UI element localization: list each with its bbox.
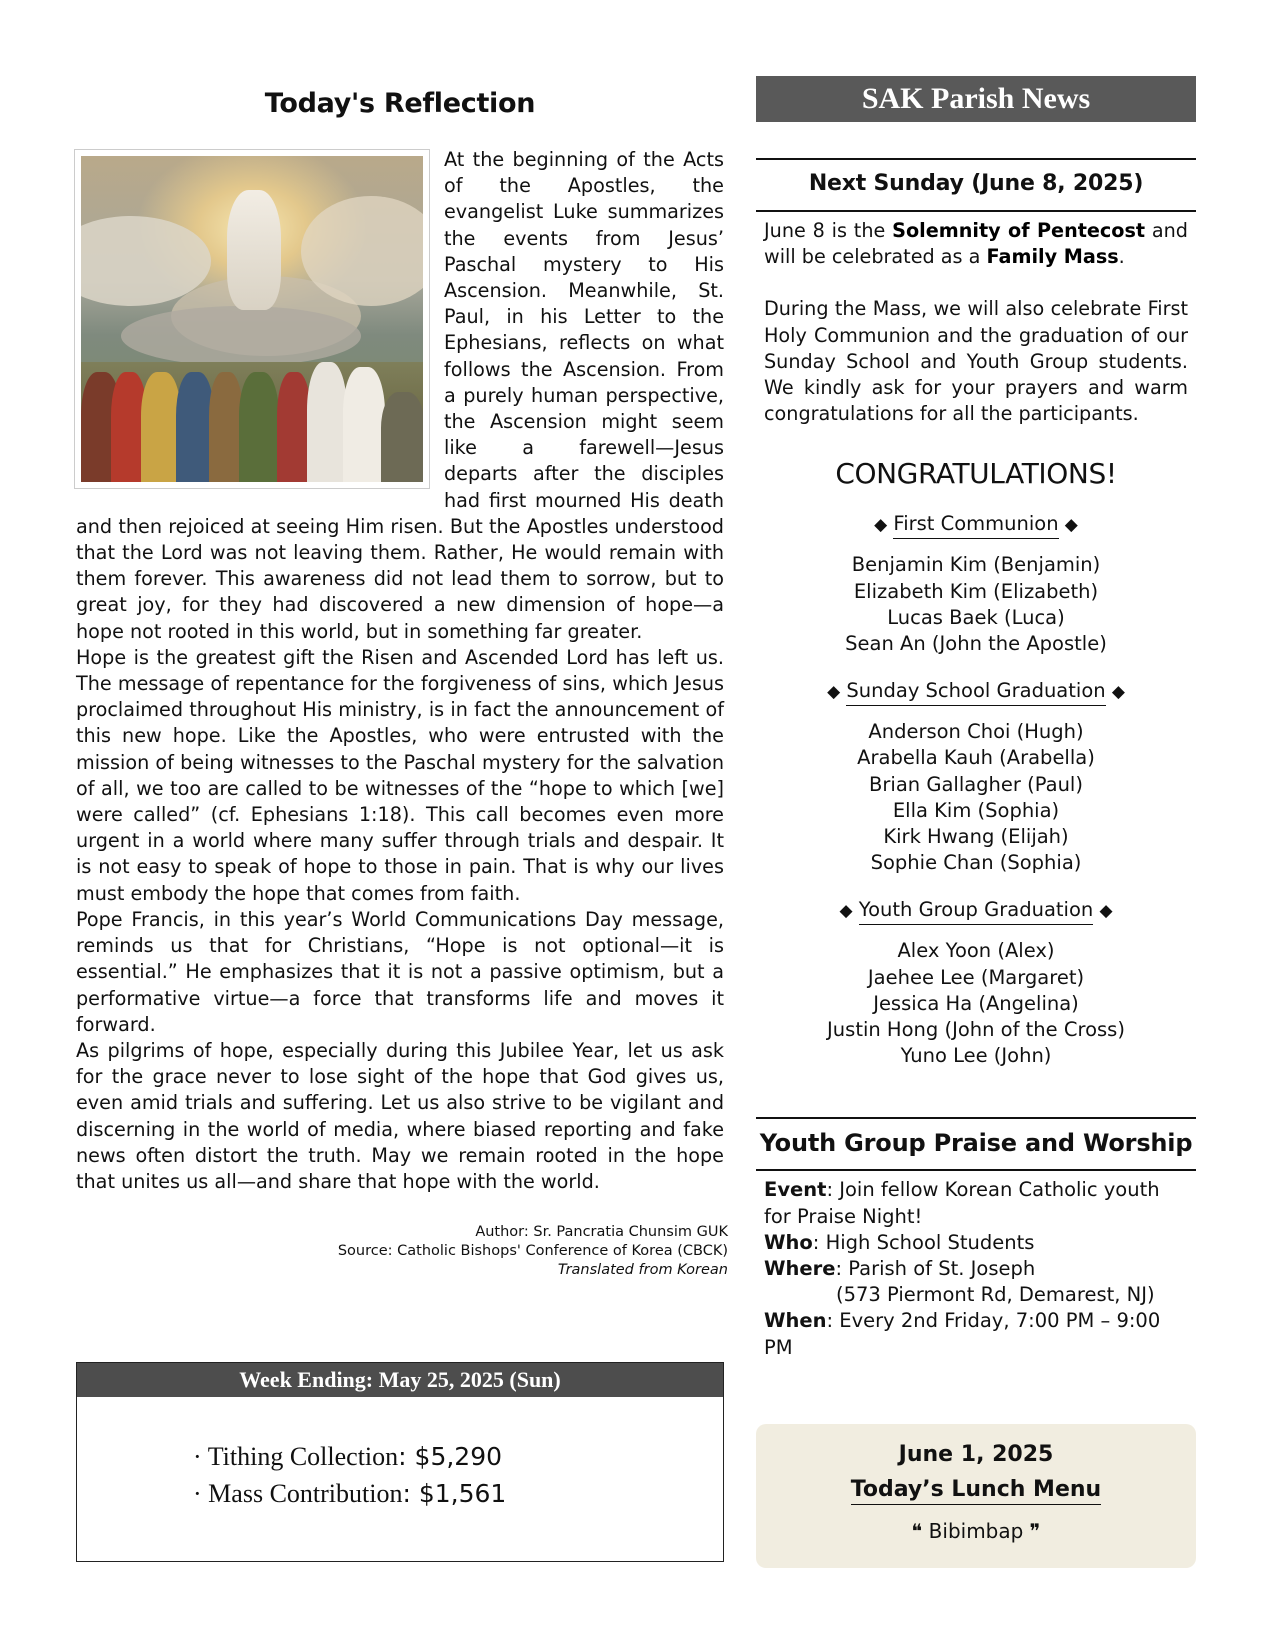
group-title: ◆ Sunday School Graduation ◆	[827, 679, 1125, 702]
reflection-credits	[76, 1223, 728, 1280]
parish-news-column	[756, 76, 1196, 1361]
youth-group-graduation-group	[756, 898, 1196, 1069]
list-item: Jessica Ha (Angelina)	[873, 991, 1079, 1015]
lunch-menu-box	[756, 1424, 1196, 1568]
list-item: Brian Gallagher (Paul)	[869, 772, 1083, 796]
who-line: Who: High School Students	[764, 1230, 1035, 1254]
reflection-paragraph-4: As pilgrims of hope, especially during this Jubilee Year, let us ask for the grace never to lose sight of the hope that God gives us, even amid trials and suffering. Let us also strive to be vigilant and discerning in the world of media, where biased reporting and fake news often distort the truth. May we remain rooted in the hope that unites us all—and share that hope with the world.	[76, 1038, 724, 1193]
list-item: Ella Kim (Sophia)	[892, 798, 1060, 822]
list-item: Anderson Choi (Hugh)	[868, 720, 1084, 744]
next-sunday-body	[756, 212, 1196, 427]
first-communion-group	[756, 512, 1196, 657]
collection-amount: : $1,561	[402, 1479, 507, 1508]
collection-item: · Mass Contribution: $1,561	[193, 1479, 507, 1508]
collection-label: Tithing Collection	[207, 1442, 399, 1471]
collection-label: Mass Contribution	[208, 1479, 403, 1508]
lunch-dish: ❝ Bibimbap ❞	[911, 1519, 1041, 1543]
family-mass-emphasis: Family Mass	[986, 245, 1119, 269]
week-ending-title: Week Ending: May 25, 2025 (Sun)	[77, 1363, 723, 1397]
diamond-icon: ◆	[1064, 515, 1078, 536]
name-list	[756, 938, 1196, 1069]
list-item: Kirk Hwang (Elijah)	[883, 825, 1069, 849]
source-line: Source: Catholic Bishops' Conference of Korea (CBCK)	[337, 1243, 728, 1260]
list-item: Jaehee Lee (Margaret)	[867, 965, 1085, 989]
reflection-column	[76, 88, 728, 1280]
list-item: Lucas Baek (Luca)	[887, 605, 1065, 629]
diamond-icon: ◆	[1099, 901, 1113, 922]
diamond-icon: ◆	[839, 901, 853, 922]
diamond-icon: ◆	[874, 515, 888, 536]
collection-amount: : $5,290	[398, 1442, 503, 1471]
next-sunday-paragraph-2: During the Mass, we will also celebrate First Holy Communion and the graduation of our Sunday School and Youth Group students. We kindly ask for your prayers and warm congratulations for all the participants.	[764, 297, 1188, 426]
reflection-title: Today's Reflection	[264, 88, 536, 119]
when-line: When: Every 2nd Friday, 7:00 PM – 9:00 PM	[764, 1309, 1161, 1359]
sunday-school-group	[756, 679, 1196, 876]
name-list	[756, 552, 1196, 657]
list-item: Arabella Kauh (Arabella)	[857, 746, 1095, 770]
event-line: Event: Join fellow Korean Catholic youth for Praise Night!	[764, 1178, 1160, 1228]
group-title: ◆ First Communion ◆	[874, 512, 1078, 535]
group-title: ◆ Youth Group Graduation ◆	[839, 898, 1112, 921]
list-item: Sean An (John the Apostle)	[845, 632, 1107, 656]
weekly-collection-box	[76, 1362, 724, 1562]
diamond-icon: ◆	[1111, 682, 1125, 703]
list-item: Yuno Lee (John)	[900, 1044, 1052, 1068]
name-list	[756, 719, 1196, 876]
parish-news-masthead: SAK Parish News	[756, 76, 1196, 122]
congratulations-heading: CONGRATULATIONS!	[835, 457, 1117, 491]
reflection-paragraph-1: At the beginning of the Acts of the Apostles, the evangelist Luke summarizes the events from Jesus’ Paschal mystery to His Ascension. Meanwhile, St. Paul, in his Letter to the Ephesians, reflects on what follows the Ascension. From a purely human perspective, the Ascension might seem like a farewell—Jesus departs after the disciples had first mourned His death and then rejoiced at seeing Him risen. But the Apostles understood that the Lord was not leaving them. Rather, He would remain with them forever. This awareness did not lead them to sorrow, but to great joy, for they had discovered a new dimension of hope—a hope not rooted in this world, but in something far greater.	[76, 148, 724, 643]
address-line: (573 Piermont Rd, Demarest, NJ)	[836, 1283, 1155, 1307]
youth-praise-heading: Youth Group Praise and Worship	[756, 1117, 1196, 1171]
painting-canvas	[81, 156, 423, 482]
diamond-icon: ◆	[827, 682, 841, 703]
list-item: Alex Yoon (Alex)	[897, 939, 1055, 963]
list-item: Sophie Chan (Sophia)	[870, 851, 1082, 875]
youth-praise-details	[756, 1171, 1196, 1360]
where-line: Where: Parish of St. Joseph	[764, 1257, 1036, 1281]
collection-list	[193, 1438, 506, 1512]
list-item: Elizabeth Kim (Elizabeth)	[853, 579, 1099, 603]
lunch-date: June 1, 2025	[898, 1442, 1054, 1467]
author-line: Author: Sr. Pancratia Chunsim GUK	[475, 1224, 728, 1241]
ascension-painting	[74, 149, 430, 489]
next-sunday-heading: Next Sunday (June 8, 2025)	[756, 158, 1196, 212]
reflection-paragraph-2: Hope is the greatest gift the Risen and Ascended Lord has left us. The message of repentance for the forgiveness of sins, which Jesus proclaimed throughout His ministry, is in fact the announcement of this new hope. Like the Apostles, who were entrusted with the mission of being witnesses to the Paschal mystery for the salvation of all, we too are called to be witnesses of the “hope to which [we] were called” (cf. Ephesians 1:18). This call becomes even more urgent in a world where many suffer through trials and despair. It is not easy to speak of hope to those in pain. That is why our lives must embody the hope that comes from faith.	[76, 645, 724, 905]
translation-note: Translated from Korean	[557, 1262, 728, 1279]
ascending-figure	[227, 190, 281, 310]
list-item: Justin Hong (John of the Cross)	[827, 1018, 1125, 1042]
lunch-menu-title: Today’s Lunch Menu	[851, 1477, 1101, 1505]
list-item: Benjamin Kim (Benjamin)	[851, 553, 1101, 577]
reflection-paragraph-3: Pope Francis, in this year’s World Communications Day message, reminds us that for Christians, “Hope is not optional—it is essential.” He emphasizes that it is not a passive optimism, but a performative virtue—a force that transforms life and moves it forward.	[76, 907, 724, 1036]
reflection-article	[76, 147, 724, 1195]
collection-item: · Tithing Collection: $5,290	[193, 1442, 503, 1471]
pentecost-emphasis: Solemnity of Pentecost	[892, 219, 1146, 242]
next-sunday-paragraph-1: June 8 is the Solemnity of Pentecost and will be celebrated as a Family Mass.	[764, 219, 1188, 269]
